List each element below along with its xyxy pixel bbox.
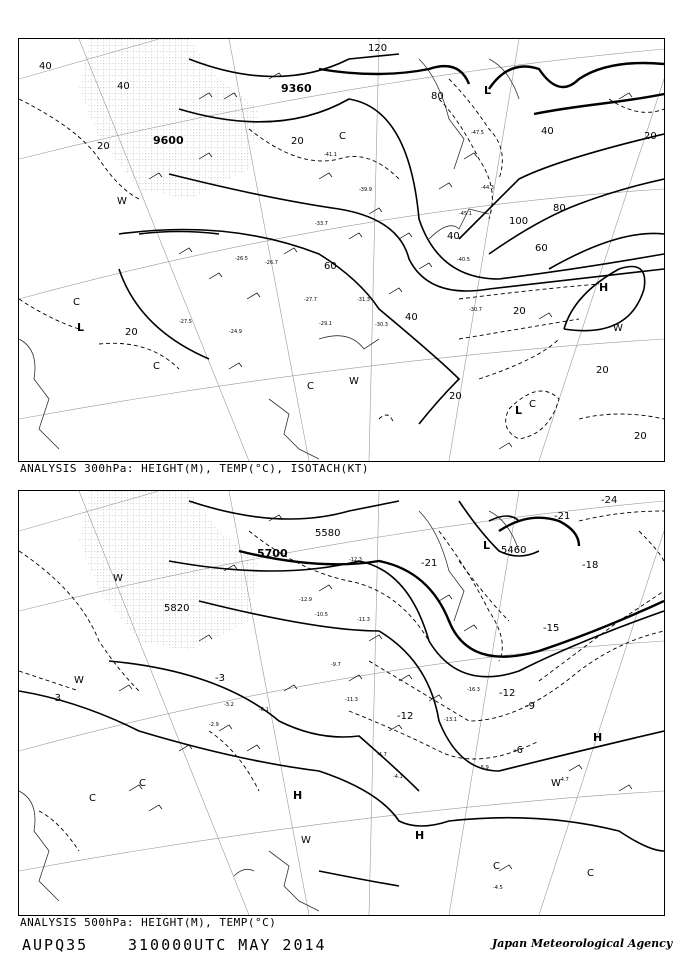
- station-temp: -12.9: [299, 597, 312, 603]
- station-temp: -4.1: [393, 774, 403, 780]
- cold-center: C: [153, 361, 160, 372]
- height-label-5700: 5700: [257, 547, 288, 560]
- low-center: L: [77, 321, 85, 334]
- station-temp: -30.3: [375, 322, 388, 328]
- station-temp: -44.3: [481, 185, 494, 191]
- station-temp: -40.5: [457, 257, 470, 263]
- agency-name: Japan Meteorological Agency: [492, 937, 673, 950]
- station-temp: -4.5: [493, 885, 503, 891]
- isotherm-label: -18: [582, 560, 599, 571]
- cold-center: C: [529, 399, 536, 410]
- isotach-label-20c: 20: [97, 141, 110, 152]
- station-temp: -45.1: [459, 211, 472, 217]
- station-temp: -4.7: [559, 777, 569, 783]
- station-temp: -16.3: [467, 687, 480, 693]
- panel-caption-500hpa: ANALYSIS 500hPa: HEIGHT(M), TEMP(°C): [20, 916, 277, 929]
- station-temp: -6.1: [259, 707, 269, 713]
- station-temp: -33.7: [315, 221, 328, 227]
- station-temp: -26.5: [235, 256, 248, 262]
- isotach-label-20g: 20: [513, 306, 526, 317]
- station-temp: -41.1: [324, 152, 337, 158]
- station-temp: -31.3: [357, 297, 370, 303]
- warm-center: W: [613, 323, 623, 334]
- station-temp: -11.3: [345, 697, 358, 703]
- isotach-label-40b: 40: [39, 61, 52, 72]
- isotherm-label: -15: [543, 623, 560, 634]
- warm-center: W: [113, 573, 123, 584]
- cold-center: C: [89, 793, 96, 804]
- low-center: L: [483, 539, 491, 552]
- station-temp: -3.2: [224, 702, 234, 708]
- isotach-label-80b: 80: [431, 91, 444, 102]
- warm-center: W: [117, 196, 127, 207]
- high-center: H: [415, 829, 425, 842]
- isotach-label-100: 100: [509, 216, 529, 227]
- station-temp: -39.9: [359, 187, 372, 193]
- height-contours-bold: [239, 518, 664, 657]
- height-label-9360: 9360: [281, 82, 312, 95]
- low-center: L: [515, 404, 523, 417]
- isotherm-label: -3: [215, 673, 225, 684]
- valid-time: 310000UTC MAY 2014: [128, 936, 327, 954]
- isotach-label-40e: 40: [541, 126, 554, 137]
- isotherm-label-12: -12: [397, 711, 414, 722]
- isotach-label-40d: 40: [447, 231, 460, 242]
- station-temp: -4.7: [377, 752, 387, 758]
- station-temp: -29.1: [319, 321, 332, 327]
- low-center: L: [484, 84, 492, 97]
- height-label-5820: 5820: [164, 603, 190, 614]
- isotherm-label-21: -21: [421, 558, 438, 569]
- cold-center: C: [307, 381, 314, 392]
- isotach-label-20f: 20: [596, 365, 609, 376]
- isotach-label-40c: 40: [117, 81, 130, 92]
- isotach-label-20b: 20: [291, 136, 304, 147]
- isotach-label-40: 40: [405, 312, 418, 323]
- isotherm-label: -3: [51, 693, 61, 704]
- map-panel-300hpa: [18, 38, 665, 462]
- terrain-hatch: [79, 491, 259, 651]
- panel-caption-300hpa: ANALYSIS 300hPa: HEIGHT(M), TEMP(°C), ISOTACH(KT): [20, 462, 370, 475]
- warm-center: W: [301, 835, 311, 846]
- isotach-label-20e: 20: [634, 431, 647, 442]
- cold-center: C: [587, 868, 594, 879]
- warm-center: W: [551, 778, 561, 789]
- isotach-label-20: 20: [125, 327, 138, 338]
- height-label-5580: 5580: [315, 528, 341, 539]
- height-label-9600: 9600: [153, 134, 184, 147]
- map-500hpa-canvas: [19, 491, 664, 915]
- station-temp: -30.7: [469, 307, 482, 313]
- isotach-label-60: 60: [535, 243, 548, 254]
- station-temp: -24.9: [229, 329, 242, 335]
- station-temp: -12.3: [349, 557, 362, 563]
- station-temp: -5.9: [479, 765, 489, 771]
- station-temp: -13.1: [444, 717, 457, 723]
- station-temp: -2.9: [209, 722, 219, 728]
- height-label-5460: 5460: [501, 545, 527, 556]
- station-temp: -27.7: [304, 297, 317, 303]
- warm-center: W: [349, 376, 359, 387]
- station-temp: -26.7: [265, 260, 278, 266]
- station-temp: -10.5: [315, 612, 328, 618]
- map-panel-500hpa: [18, 490, 665, 916]
- isotherm-label: -6: [513, 745, 523, 756]
- high-center: H: [293, 789, 303, 802]
- isotherm-label: -21: [554, 511, 571, 522]
- chart-id: AUPQ35: [22, 936, 89, 954]
- station-temps: [209, 557, 569, 891]
- isotherm-label: -9: [525, 701, 535, 712]
- high-center: H: [593, 731, 603, 744]
- isotach-label-20h: 20: [644, 131, 657, 142]
- cold-center: C: [139, 778, 146, 789]
- station-temp: -47.5: [471, 130, 484, 136]
- terrain-hatch: [79, 39, 259, 199]
- station-temp: -27.5: [179, 319, 192, 325]
- isotach-label-80: 80: [553, 203, 566, 214]
- cold-center: C: [339, 131, 346, 142]
- station-temp: -9.7: [331, 662, 341, 668]
- cold-center: C: [73, 297, 80, 308]
- warm-center: W: [74, 675, 84, 686]
- isotach-label-20d: 20: [449, 391, 462, 402]
- cold-center: C: [493, 861, 500, 872]
- isotherm-label: -24: [601, 495, 618, 506]
- map-300hpa-canvas: [19, 39, 664, 461]
- isotherm-label: -12: [499, 688, 516, 699]
- isotach-label-120: 120: [368, 43, 388, 54]
- isotach-label-60b: 60: [324, 261, 337, 272]
- station-temp: -11.3: [357, 617, 370, 623]
- high-center: H: [599, 281, 609, 294]
